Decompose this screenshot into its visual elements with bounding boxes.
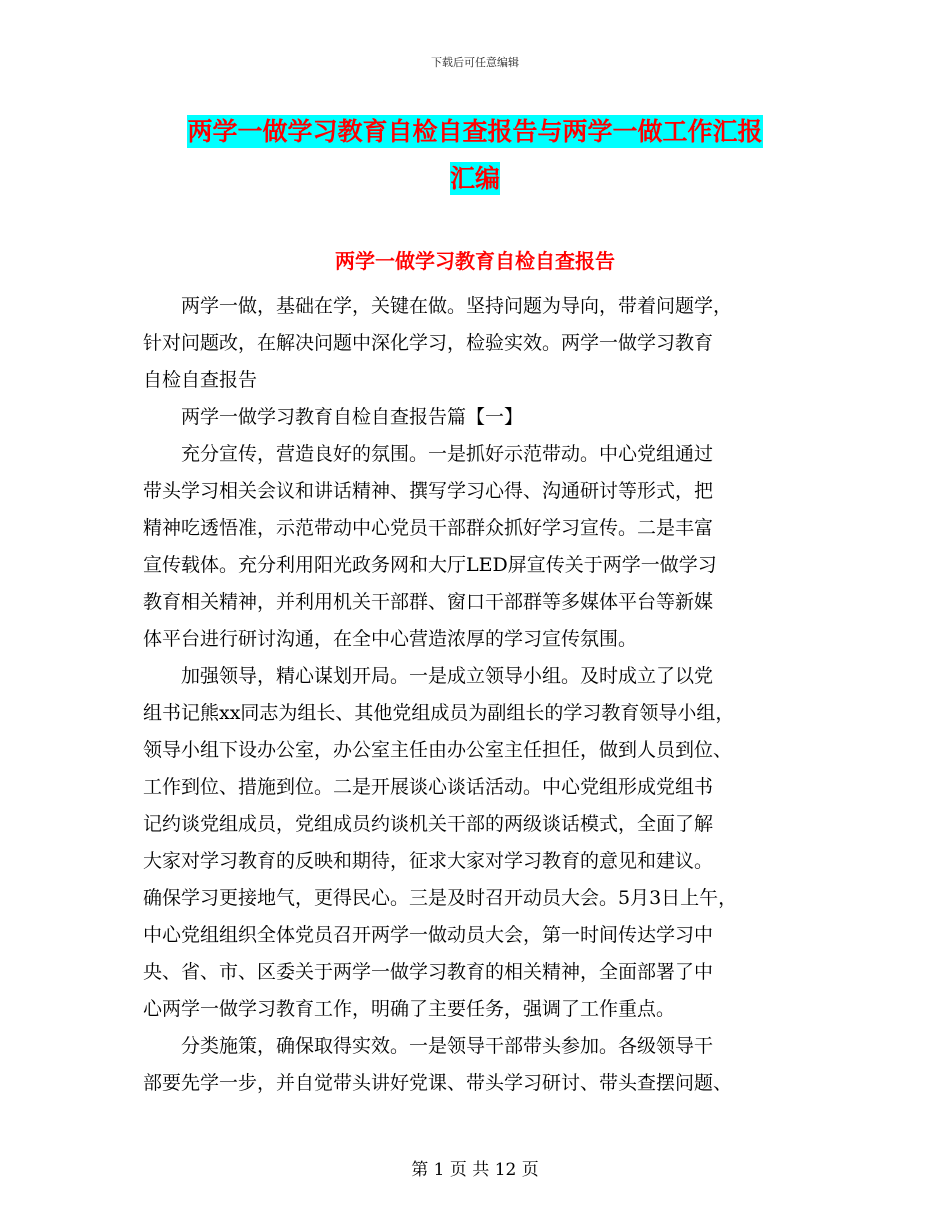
body-line: 央、省、市、区委关于两学一做学习教育的相关精神，全面部署了中 <box>143 961 714 983</box>
body-line: 分类施策，确保取得实效。一是领导干部带头参加。各级领导干 <box>181 1035 714 1057</box>
body-line: 大家对学习教育的反映和期待，征求大家对学习教育的意见和建议。 <box>143 850 714 872</box>
body-line: 领导小组下设办公室，办公室主任由办公室主任担任，做到人员到位、 <box>143 739 733 761</box>
body-line: 确保学习更接地气，更得民心。三是及时召开动员大会。5月3日上午， <box>143 887 738 909</box>
body-line: 心两学一做学习教育工作，明确了主要任务，强调了工作重点。 <box>143 998 676 1020</box>
body-line: 记约谈党组成员，党组成员约谈机关干部的两级谈话模式，全面了解 <box>143 813 714 835</box>
body-text <box>143 288 825 1102</box>
page-header: 下载后可任意编辑 <box>431 56 519 69</box>
body-line: 体平台进行研讨沟通，在全中心营造浓厚的学习宣传氛围。 <box>143 628 638 650</box>
document-title-line-1: 两学一做学习教育自检自查报告与两学一做工作汇报 <box>187 117 763 146</box>
body-line: 两学一做学习教育自检自查报告篇【一】 <box>181 406 524 428</box>
body-line: 充分宣传，营造良好的氛围。一是抓好示范带动。中心党组通过 <box>181 443 714 465</box>
body-line: 两学一做，基础在学，关键在做。坚持问题为导向，带着问题学， <box>181 295 733 317</box>
document-title <box>0 108 950 202</box>
body-line: 教育相关精神，并利用机关干部群、窗口干部群等多媒体平台等新媒 <box>143 591 714 613</box>
body-line: 针对问题改，在解决问题中深化学习，检验实效。两学一做学习教育 <box>143 332 714 354</box>
section-title: 两学一做学习教育自检自查报告 <box>335 249 615 273</box>
body-line: 中心党组组织全体党员召开两学一做动员大会，第一时间传达学习中 <box>143 924 714 946</box>
page-footer: 第 1 页 共 12 页 <box>411 1160 539 1180</box>
document-title-line-2: 汇编 <box>449 164 500 193</box>
body-line: 宣传载体。充分利用阳光政务网和大厅LED屏宣传关于两学一做学习 <box>143 554 717 576</box>
body-line: 加强领导，精心谋划开局。一是成立领导小组。及时成立了以党 <box>181 665 714 687</box>
body-line: 精神吃透悟准，示范带动中心党员干部群众抓好学习宣传。二是丰富 <box>143 517 714 539</box>
body-line: 组书记熊xx同志为组长、其他党组成员为副组长的学习教育领导小组， <box>143 702 735 724</box>
body-line: 部要先学一步，并自觉带头讲好党课、带头学习研讨、带头查摆问题、 <box>143 1072 733 1094</box>
body-line: 自检自查报告 <box>143 369 258 391</box>
body-line: 工作到位、措施到位。二是开展谈心谈话活动。中心党组形成党组书 <box>143 776 714 798</box>
body-line: 带头学习相关会议和讲话精神、撰写学习心得、沟通研讨等形式，把 <box>143 480 714 502</box>
